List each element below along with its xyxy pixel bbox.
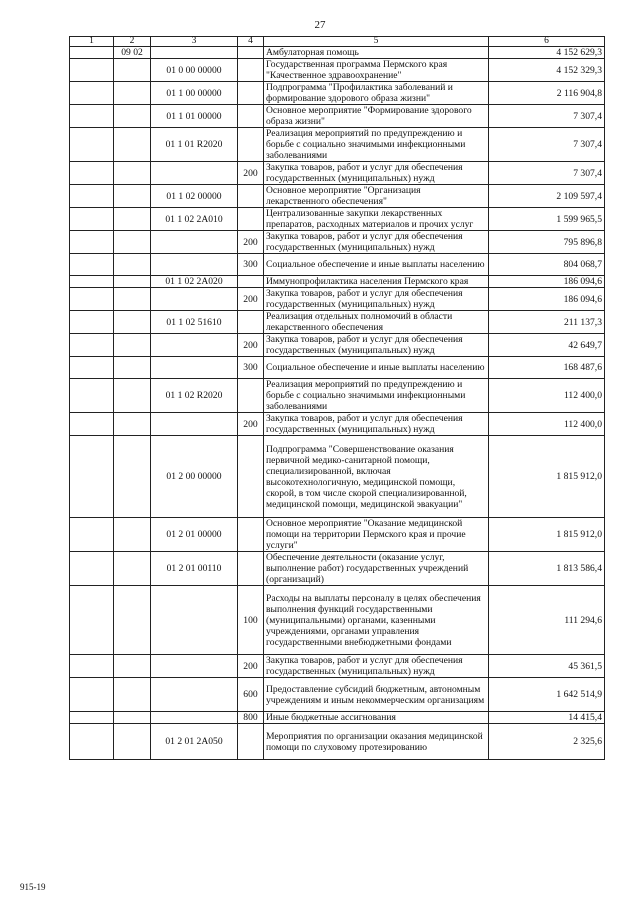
cell-c6: 112 400,0 [489,379,605,413]
cell-c2 [114,208,151,231]
cell-c3: 01 2 01 00110 [151,552,238,586]
table-row [70,379,605,413]
table-row [70,357,605,379]
column-header: 5 [264,37,489,47]
cell-c6: 7 307,4 [489,105,605,128]
table-row [70,655,605,678]
cell-c6: 804 068,7 [489,254,605,276]
cell-c4 [238,47,264,59]
column-header: 4 [238,37,264,47]
cell-c1 [70,105,114,128]
cell-c6: 7 307,4 [489,162,605,185]
cell-c6: 4 152 329,3 [489,59,605,82]
cell-c4: 200 [238,655,264,678]
cell-c1 [70,82,114,105]
budget-table [69,36,605,760]
column-header: 2 [114,37,151,47]
cell-c1 [70,724,114,760]
cell-c3: 01 1 02 00000 [151,185,238,208]
cell-c3: 01 1 02 R2020 [151,379,238,413]
cell-c1 [70,712,114,724]
cell-c2 [114,59,151,82]
cell-c3 [151,655,238,678]
cell-c5: Основное мероприятие "Формирование здорового образа жизни" [264,105,489,128]
cell-c1 [70,413,114,436]
cell-c4: 200 [238,334,264,357]
table-body [70,47,605,760]
cell-c2 [114,185,151,208]
cell-c5: Иммунопрофилактика населения Пермского края [264,276,489,288]
cell-c1 [70,59,114,82]
cell-c3: 01 1 02 2А010 [151,208,238,231]
cell-c5: Государственная программа Пермского края "Качественное здравоохранение" [264,59,489,82]
cell-c4: 100 [238,586,264,655]
cell-c2 [114,357,151,379]
cell-c1 [70,185,114,208]
cell-c6: 14 415,4 [489,712,605,724]
cell-c2 [114,436,151,518]
cell-c6: 1 642 514,9 [489,678,605,712]
cell-c1 [70,47,114,59]
cell-c1 [70,518,114,552]
table-row [70,59,605,82]
column-header: 1 [70,37,114,47]
cell-c1 [70,311,114,334]
cell-c5: Реализация мероприятий по предупреждению и борьбе с социально значимыми инфекционными заболеваниями [264,379,489,413]
cell-c2 [114,231,151,254]
table-row [70,413,605,436]
cell-c2 [114,712,151,724]
cell-c2 [114,678,151,712]
cell-c4 [238,552,264,586]
table-row [70,128,605,162]
cell-c4 [238,436,264,518]
cell-c1 [70,231,114,254]
cell-c6: 2 116 904,8 [489,82,605,105]
table-row [70,185,605,208]
cell-c5: Предоставление субсидий бюджетным, автономным учреждениям и иным некоммерческим организациям [264,678,489,712]
cell-c4: 200 [238,162,264,185]
cell-c3: 01 1 01 R2020 [151,128,238,162]
table-row [70,288,605,311]
cell-c6: 45 361,5 [489,655,605,678]
cell-c6: 1 599 965,5 [489,208,605,231]
cell-c4 [238,276,264,288]
cell-c2 [114,655,151,678]
cell-c3 [151,288,238,311]
cell-c1 [70,162,114,185]
cell-c5: Социальное обеспечение и иные выплаты населению [264,254,489,276]
cell-c2 [114,724,151,760]
cell-c1 [70,288,114,311]
cell-c6: 186 094,6 [489,288,605,311]
table-row [70,231,605,254]
cell-c5: Обеспечение деятельности (оказание услуг, выполнение работ) государственных учреждений (организаций) [264,552,489,586]
cell-c5: Мероприятия по организации оказания медицинской помощи по слуховому протезированию [264,724,489,760]
cell-c5: Закупка товаров, работ и услуг для обеспечения государственных (муниципальных) нужд [264,162,489,185]
cell-c1 [70,436,114,518]
cell-c3: 01 1 01 00000 [151,105,238,128]
cell-c1 [70,334,114,357]
cell-c1 [70,552,114,586]
cell-c1 [70,208,114,231]
cell-c3 [151,334,238,357]
cell-c3: 01 1 02 51610 [151,311,238,334]
cell-c1 [70,254,114,276]
cell-c6: 42 649,7 [489,334,605,357]
cell-c2 [114,586,151,655]
table-row [70,678,605,712]
table-row [70,162,605,185]
cell-c2 [114,128,151,162]
cell-c6: 1 815 912,0 [489,436,605,518]
cell-c1 [70,379,114,413]
footer-code: 915-19 [20,882,46,892]
cell-c5: Закупка товаров, работ и услуг для обеспечения государственных (муниципальных) нужд [264,413,489,436]
cell-c2 [114,254,151,276]
cell-c2 [114,105,151,128]
cell-c2 [114,311,151,334]
cell-c6: 168 487,6 [489,357,605,379]
cell-c1 [70,276,114,288]
cell-c4: 600 [238,678,264,712]
cell-c6: 186 094,6 [489,276,605,288]
table-header-row [70,37,605,47]
cell-c5: Реализация отдельных полномочий в области лекарственного обеспечения [264,311,489,334]
cell-c6: 211 137,3 [489,311,605,334]
cell-c4 [238,208,264,231]
cell-c3: 01 0 00 00000 [151,59,238,82]
cell-c5: Подпрограмма "Профилактика заболеваний и формирование здорового образа жизни" [264,82,489,105]
cell-c2 [114,82,151,105]
cell-c2 [114,276,151,288]
cell-c4: 200 [238,413,264,436]
cell-c3 [151,231,238,254]
cell-c4 [238,311,264,334]
cell-c5: Закупка товаров, работ и услуг для обеспечения государственных (муниципальных) нужд [264,231,489,254]
cell-c5: Подпрограмма "Совершенствование оказания первичной медико-санитарной помощи, специализированной, включая высокотехнологичную, медицинской помощи, скорой, в том числе скорой специализированной, медицинской помощи, медицинской эвакуации" [264,436,489,518]
cell-c4 [238,185,264,208]
cell-c1 [70,586,114,655]
cell-c5: Реализация мероприятий по предупреждению и борьбе с социально значимыми инфекционными заболеваниями [264,128,489,162]
cell-c6: 112 400,0 [489,413,605,436]
cell-c5: Социальное обеспечение и иные выплаты населению [264,357,489,379]
table-row [70,552,605,586]
cell-c2 [114,288,151,311]
table-row [70,586,605,655]
table-row [70,208,605,231]
cell-c4 [238,518,264,552]
cell-c6: 795 896,8 [489,231,605,254]
cell-c2 [114,413,151,436]
cell-c3 [151,678,238,712]
cell-c4: 200 [238,288,264,311]
cell-c5: Закупка товаров, работ и услуг для обеспечения государственных (муниципальных) нужд [264,334,489,357]
cell-c2 [114,552,151,586]
cell-c2 [114,379,151,413]
cell-c2 [114,334,151,357]
cell-c4 [238,59,264,82]
cell-c4: 300 [238,357,264,379]
cell-c3 [151,413,238,436]
cell-c5: Амбулаторная помощь [264,47,489,59]
column-header: 3 [151,37,238,47]
cell-c3: 01 2 01 00000 [151,518,238,552]
table-row [70,276,605,288]
table-row [70,82,605,105]
cell-c5: Иные бюджетные ассигнования [264,712,489,724]
cell-c4 [238,128,264,162]
cell-c3: 01 1 00 00000 [151,82,238,105]
cell-c3: 01 2 00 00000 [151,436,238,518]
table-row [70,436,605,518]
table-row [70,254,605,276]
cell-c3 [151,254,238,276]
cell-c6: 2 325,6 [489,724,605,760]
cell-c4 [238,724,264,760]
cell-c6: 1 815 912,0 [489,518,605,552]
cell-c2: 09 02 [114,47,151,59]
table-row [70,724,605,760]
page-number: 27 [314,19,326,31]
cell-c5: Расходы на выплаты персоналу в целях обеспечения выполнения функций государственными (муниципальными) органами, казенными учреждениями, органами управления государственными внебюджетными фондами [264,586,489,655]
cell-c4 [238,379,264,413]
table-row [70,47,605,59]
cell-c4 [238,82,264,105]
cell-c5: Закупка товаров, работ и услуг для обеспечения государственных (муниципальных) нужд [264,288,489,311]
table-row [70,105,605,128]
cell-c5: Основное мероприятие "Оказание медицинской помощи на территории Пермского края и прочие услуги" [264,518,489,552]
cell-c3 [151,47,238,59]
column-header: 6 [489,37,605,47]
cell-c3: 01 2 01 2А050 [151,724,238,760]
table-row [70,712,605,724]
cell-c6: 111 294,6 [489,586,605,655]
cell-c2 [114,162,151,185]
cell-c5: Централизованные закупки лекарственных препаратов, расходных материалов и прочих услуг [264,208,489,231]
cell-c3 [151,712,238,724]
cell-c5: Основное мероприятие "Организация лекарственного обеспечения" [264,185,489,208]
cell-c3 [151,162,238,185]
cell-c1 [70,678,114,712]
cell-c4: 300 [238,254,264,276]
cell-c1 [70,655,114,678]
cell-c1 [70,128,114,162]
cell-c3 [151,586,238,655]
table-row [70,518,605,552]
cell-c4: 200 [238,231,264,254]
cell-c5: Закупка товаров, работ и услуг для обеспечения государственных (муниципальных) нужд [264,655,489,678]
cell-c4: 800 [238,712,264,724]
table-row [70,311,605,334]
cell-c6: 4 152 629,3 [489,47,605,59]
cell-c4 [238,105,264,128]
cell-c3 [151,357,238,379]
cell-c6: 7 307,4 [489,128,605,162]
cell-c2 [114,518,151,552]
cell-c1 [70,357,114,379]
table-row [70,334,605,357]
cell-c3: 01 1 02 2А020 [151,276,238,288]
cell-c6: 1 813 586,4 [489,552,605,586]
cell-c6: 2 109 597,4 [489,185,605,208]
